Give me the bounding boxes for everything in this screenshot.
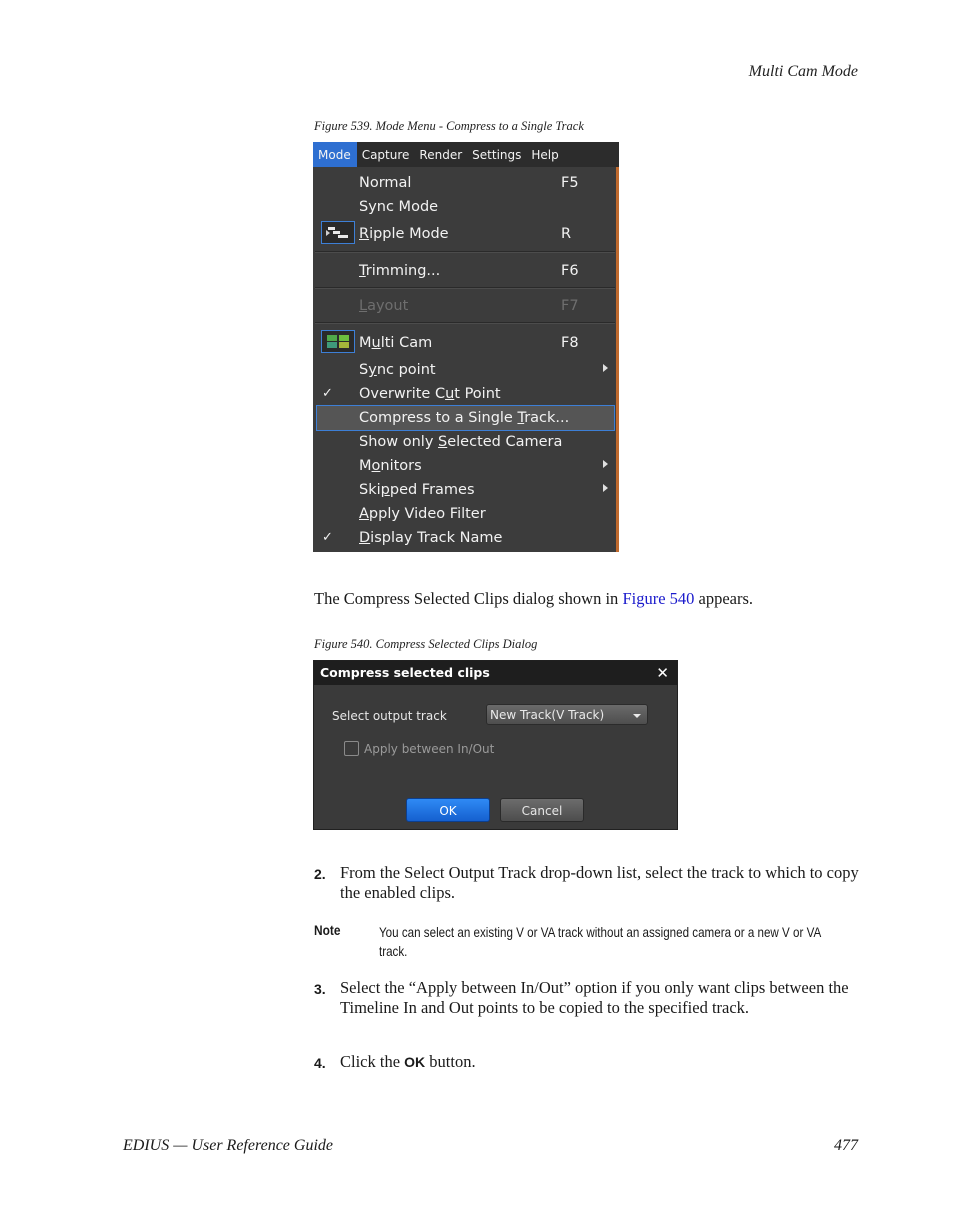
page-number: 477 [834, 1137, 858, 1154]
step-2-text: From the Select Output Track drop-down list, select the track to which to copy the enabled clips. [340, 863, 859, 902]
shortcut-key: F7 [561, 298, 579, 314]
step-3-number: 3. [314, 981, 326, 997]
menu-item-label: Overwrite Cut Point [359, 386, 501, 402]
menu-item-label: Normal [359, 175, 412, 191]
mode-menu-screenshot [313, 142, 619, 552]
menu-item-label: Sync Mode [359, 199, 439, 215]
menu-item-trimming[interactable] [313, 259, 616, 283]
step-2-number: 2. [314, 866, 326, 882]
menu-item-monitors[interactable] [313, 454, 616, 478]
submenu-arrow-icon [603, 460, 608, 468]
menu-item-label: Layout [359, 298, 409, 314]
menu-item-label: Display Track Name [359, 530, 503, 546]
note-text: You can select an existing V or VA track without an assigned camera or a new V or VA track. [379, 924, 821, 959]
checkmark-icon: ✓ [322, 530, 333, 545]
menu-item-apply-video-filter[interactable] [313, 502, 616, 526]
footer-title: EDIUS — User Reference Guide [123, 1137, 334, 1154]
menu-bar [313, 142, 619, 167]
menu-item-sync-point[interactable] [313, 358, 616, 382]
menu-item-label: Sync point [359, 362, 436, 378]
cancel-button[interactable]: Cancel [500, 798, 584, 822]
menu-render[interactable]: Render [419, 148, 463, 162]
menu-item-display-track-name[interactable] [313, 526, 616, 550]
menu-item-label: Trimming... [359, 263, 441, 279]
step-4-text-start: Click the [340, 1052, 405, 1071]
menu-item-compress-single-track[interactable] [316, 405, 615, 431]
ok-button[interactable]: OK [406, 798, 490, 822]
intro-text: The Compress Selected Clips dialog shown in [314, 589, 623, 608]
shortcut-key: F5 [561, 175, 579, 191]
output-track-label: Select output track [332, 709, 447, 723]
shortcut-key: F8 [561, 335, 579, 351]
step-4-text-end: button. [425, 1052, 476, 1071]
menu-item-skipped-frames[interactable] [313, 478, 616, 502]
intro-text-end: appears. [694, 589, 754, 608]
menu-item-sync-mode[interactable] [313, 195, 616, 219]
menu-item-label: Apply Video Filter [359, 506, 486, 522]
intro-paragraph [314, 589, 753, 609]
menu-capture[interactable]: Capture [361, 148, 410, 162]
menu-item-label: Compress to a Single Track... [359, 410, 570, 426]
menu-item-ripple-mode[interactable] [313, 222, 616, 246]
menu-item-overwrite-cut-point[interactable] [313, 382, 616, 406]
chevron-down-icon [633, 714, 641, 718]
menu-item-label: Monitors [359, 458, 422, 474]
figure-540-link[interactable]: Figure 540 [622, 589, 695, 608]
menu-mode[interactable]: Mode [313, 142, 357, 167]
menu-separator [315, 287, 615, 289]
output-track-select[interactable] [486, 704, 648, 725]
apply-in-out-checkbox[interactable] [344, 741, 359, 756]
menu-separator [315, 251, 615, 253]
menu-item-multi-cam[interactable] [313, 331, 616, 355]
menu-item-show-selected-camera[interactable] [313, 430, 616, 454]
step-3-text: Select the “Apply between In/Out” option if you only want clips between the Timeline In and Out points to be copied to the specified track. [340, 978, 849, 1017]
figure-540-caption: Figure 540. Compress Selected Clips Dialog [314, 637, 538, 651]
menu-item-layout [313, 294, 616, 318]
ok-keyword: OK [404, 1054, 426, 1070]
checkmark-icon: ✓ [322, 386, 333, 401]
menu-edge [616, 167, 619, 552]
dialog-title: Compress selected clips [320, 665, 490, 680]
select-value: New Track(V Track) [490, 708, 605, 722]
menu-item-label: Skipped Frames [359, 482, 475, 498]
menu-settings[interactable]: Settings [472, 148, 522, 162]
submenu-arrow-icon [603, 364, 608, 372]
menu-item-label: Ripple Mode [359, 226, 449, 242]
shortcut-key: R [561, 226, 572, 242]
menu-item-label: Multi Cam [359, 335, 433, 351]
menu-help[interactable]: Help [531, 148, 559, 162]
submenu-arrow-icon [603, 484, 608, 492]
figure-539-caption: Figure 539. Mode Menu - Compress to a Single Track [314, 119, 584, 133]
dialog-title-bar [314, 661, 677, 685]
running-header: Multi Cam Mode [748, 63, 858, 80]
shortcut-key: F6 [561, 263, 579, 279]
step-4-number: 4. [314, 1055, 326, 1071]
apply-in-out-label: Apply between In/Out [364, 742, 495, 756]
menu-separator [315, 322, 615, 324]
note-label: Note [314, 922, 341, 938]
menu-item-normal[interactable] [313, 171, 616, 195]
close-icon[interactable]: ✕ [656, 664, 669, 682]
step-4-text [340, 1052, 860, 1072]
compress-dialog-screenshot [313, 660, 678, 830]
menu-item-label: Show only Selected Camera [359, 434, 563, 450]
